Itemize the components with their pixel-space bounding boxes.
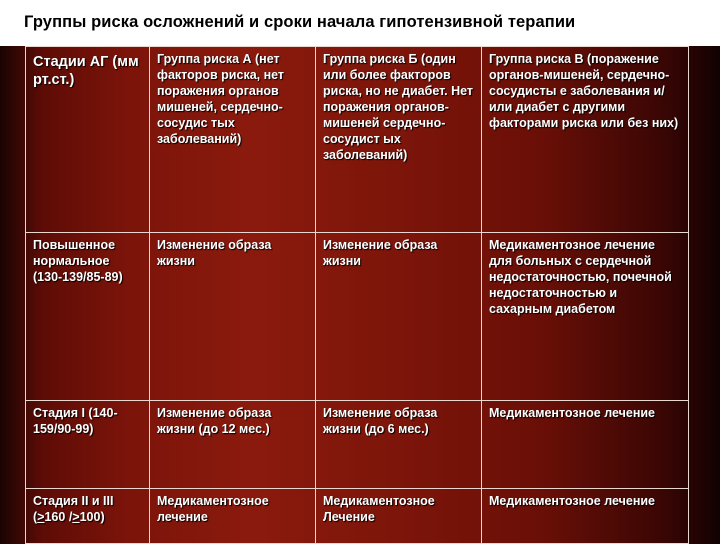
row-stage: Стадия I (140-159/90-99) — [26, 401, 150, 489]
gte-symbol: > — [72, 510, 80, 524]
stage-text: 100) — [79, 510, 105, 524]
cell-risk-a: Изменение образа жизни — [150, 233, 316, 401]
header-risk-a: Группа риска А (нет факторов риска, нет поражения органов мишеней, сердечно-сосудис тых заболеваний) — [150, 47, 316, 233]
table-row — [26, 489, 689, 544]
row-stage: Повышенное нормальное (130-139/85-89) — [26, 233, 150, 401]
row-stage — [26, 489, 150, 544]
gte-symbol: > — [37, 510, 45, 524]
stage-text: Стадия II и III ( — [33, 494, 114, 524]
cell-risk-a: Медикаментозное лечение — [150, 489, 316, 544]
cell-risk-b: Изменение образа жизни — [316, 233, 482, 401]
cell-risk-c: Медикаментозное лечение — [482, 489, 689, 544]
header-risk-b: Группа риска Б (один или более факторов риска, но не диабет. Нет поражения органов-мишеней сердечно-сосудист ых заболеваний) — [316, 47, 482, 233]
header-stage: Стадии АГ (мм рт.ст.) — [26, 47, 150, 233]
stage-text: 160 / — [44, 510, 73, 524]
cell-risk-c: Медикаментозное лечение — [482, 401, 689, 489]
risk-groups-table — [25, 46, 689, 544]
table-row — [26, 233, 689, 401]
cell-risk-b: Изменение образа жизни (до 6 мес.) — [316, 401, 482, 489]
cell-risk-a: Изменение образа жизни (до 12 мес.) — [150, 401, 316, 489]
table-row — [26, 401, 689, 489]
table-header-row — [26, 47, 689, 233]
header-risk-c: Группа риска В (поражение органов-мишеней, сердечно-сосудисты е заболевания и/или диабет с другими факторами риска или без них) — [482, 47, 689, 233]
cell-risk-c: Медикаментозное лечение для больных с сердечной недостаточностью, почечной недостаточностью и сахарным диабетом — [482, 233, 689, 401]
cell-risk-b: Медикаментозное Лечение — [316, 489, 482, 544]
title-bar — [0, 0, 720, 46]
page-title: Группы риска осложнений и сроки начала гипотензивной терапии — [24, 13, 576, 31]
